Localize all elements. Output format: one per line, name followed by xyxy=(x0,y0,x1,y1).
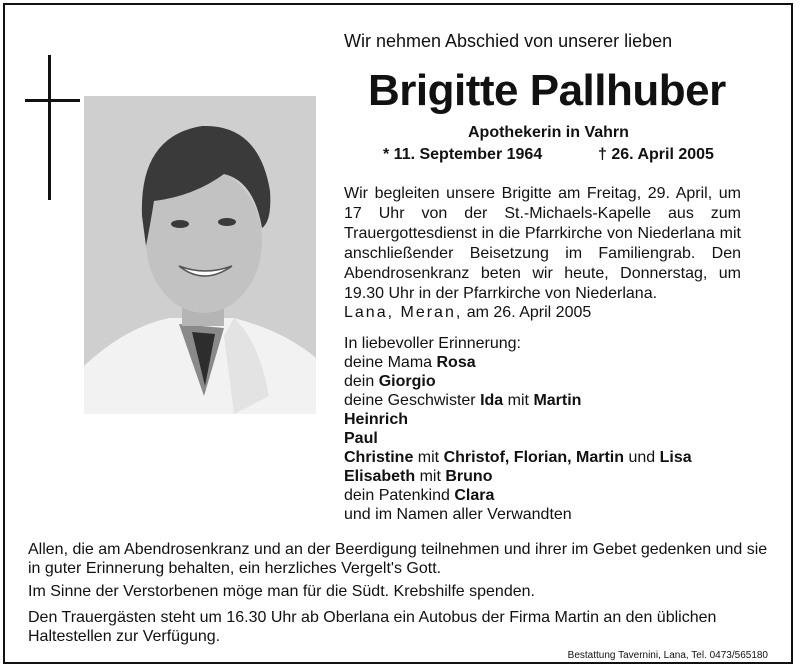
family-intro: In liebevoller Erinnerung: xyxy=(344,335,521,352)
with-word: mit xyxy=(417,449,440,466)
donation-note: Im Sinne der Verstorbenen möge man für die Südt. Krebshilfe spenden. xyxy=(28,583,535,600)
and-word: und xyxy=(628,449,656,466)
family-closing: und im Namen aller Verwandten xyxy=(344,506,572,523)
sibling-family-names: Christof, Florian, Martin xyxy=(443,449,625,466)
thanks-paragraph: Allen, die am Abendrosenkranz und an der Beerdigung teilnehmen und ihrer im Gebet gedenken und sie in guter Erinnerung behalten, ein herzliches Vergelt's Gott. xyxy=(28,541,768,577)
godchild-prefix: dein Patenkind xyxy=(344,487,450,504)
sibling-name: Elisabeth xyxy=(344,468,416,485)
intro-line: Wir nehmen Abschied von unserer lieben xyxy=(344,31,673,51)
family-line-sibling4 xyxy=(344,448,692,467)
family-line-sibling5 xyxy=(344,467,692,486)
family-line-siblings xyxy=(344,391,692,410)
siblings-prefix: deine Geschwister xyxy=(344,392,476,409)
sibling-name: Christine xyxy=(344,449,414,466)
profession-line: Apothekerin in Vahrn xyxy=(468,124,629,141)
family-list xyxy=(344,334,692,524)
family-line-godchild xyxy=(344,486,692,505)
family-line-mother xyxy=(344,353,692,372)
mother-prefix: deine Mama xyxy=(344,354,433,371)
deceased-name: Brigitte Pallhuber xyxy=(368,66,726,115)
place-text: Lana, Meran, xyxy=(344,304,463,321)
family-line-sibling3 xyxy=(344,429,692,448)
sibling-name: Paul xyxy=(344,430,378,447)
undertaker-credit: Bestattung Tavernini, Lana, Tel. 0473/565180 xyxy=(567,650,768,661)
death-date: † 26. April 2005 xyxy=(598,146,714,163)
godchild-name: Clara xyxy=(454,487,495,504)
birth-date: * 11. September 1964 xyxy=(383,146,543,163)
mother-name: Rosa xyxy=(436,354,476,371)
funeral-announcement: Wir begleiten unsere Brigitte am Freitag, 29. April, um 17 Uhr von der St.-Michaels-Kapelle aus zum Trauergottesdienst in die Pfarrkirche von Niederlana mit anschließender Beisetzung im Familiengrab. Den Abendrosenkranz beten wir heute, Donnerstag, um 19.30 Uhr in der Pfarrkirche von Niederlana. xyxy=(344,185,741,302)
sibling-partner-name: Martin xyxy=(533,392,582,409)
partner-prefix: dein xyxy=(344,373,375,390)
bus-note: Den Trauergästen steht um 16.30 Uhr ab Oberlana ein Autobus der Firma Martin an den üblichen Haltestellen zur Verfügung. xyxy=(28,609,717,645)
portrait-photo xyxy=(84,96,316,414)
with-word: mit xyxy=(419,468,441,485)
partner-name: Giorgio xyxy=(378,373,436,390)
portrait-illustration xyxy=(84,96,316,414)
family-line-partner xyxy=(344,372,692,391)
with-word: mit xyxy=(507,392,529,409)
place-date-line xyxy=(344,304,591,322)
family-line-sibling2 xyxy=(344,410,692,429)
cross-icon xyxy=(48,55,51,200)
sibling-partner-name: Bruno xyxy=(445,468,493,485)
sibling-name: Ida xyxy=(480,392,504,409)
cross-bar xyxy=(25,99,80,102)
date-text: am 26. April 2005 xyxy=(466,304,592,321)
sibling-family-name: Lisa xyxy=(659,449,692,466)
sibling-name: Heinrich xyxy=(344,411,409,428)
